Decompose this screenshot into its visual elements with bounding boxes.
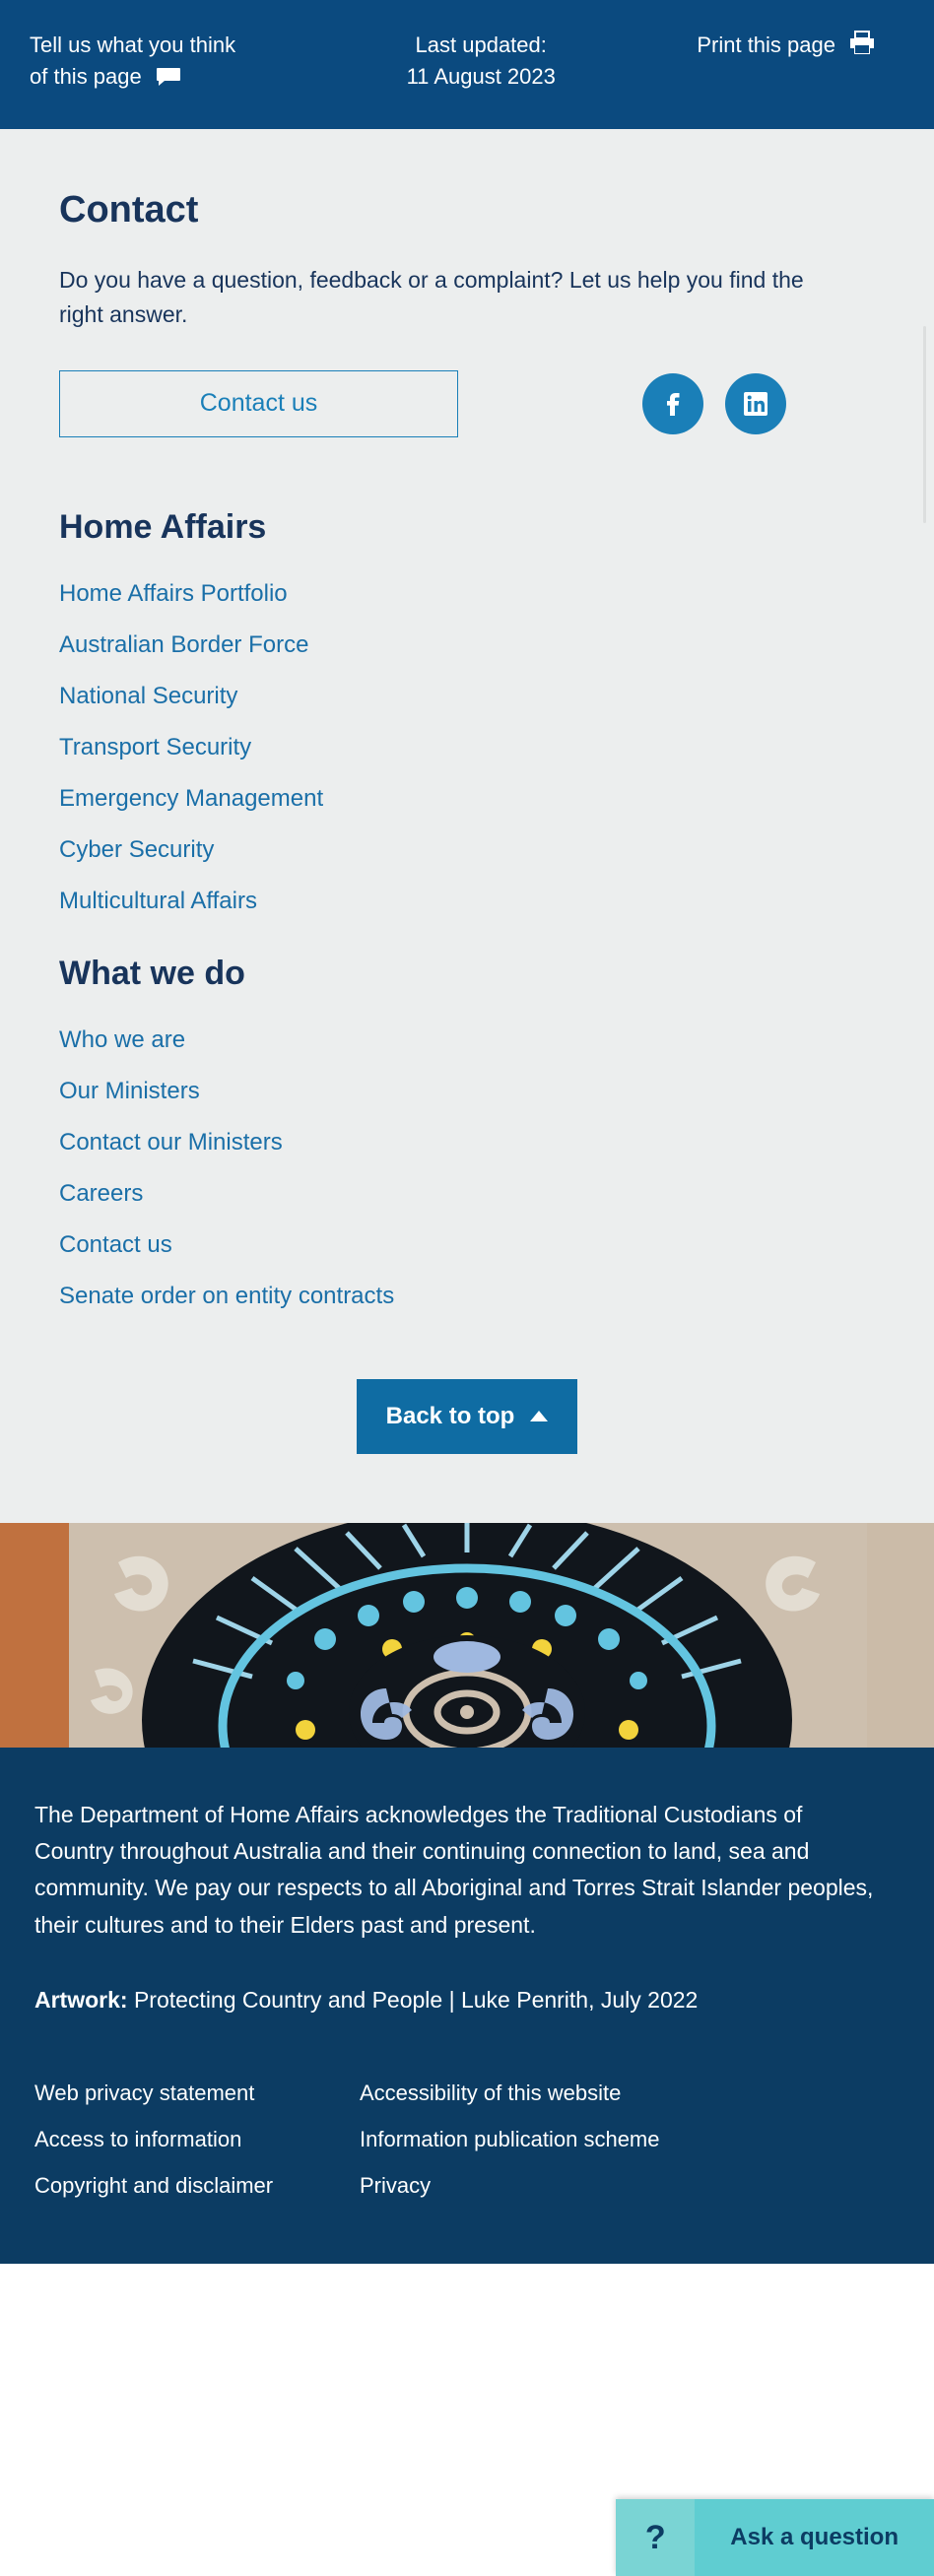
link-emergency-management[interactable]: Emergency Management <box>59 784 324 812</box>
what-we-do-heading: What we do <box>59 954 245 992</box>
list-item <box>59 722 875 773</box>
acknowledgement-text: The Department of Home Affairs acknowledges the Traditional Custodians of Country throughout Australia and their continuing connection to land, sea and community. We pay our respects to all Aboriginal and Torres Strait Islander peoples, their cultures and to their Elders past and present. <box>34 1801 874 1938</box>
list-item <box>59 1168 875 1220</box>
feedback-label-line1: Tell us what you think <box>30 33 236 57</box>
link-transport-security[interactable]: Transport Security <box>59 733 252 760</box>
artwork-graphic <box>0 1523 934 1748</box>
list-item <box>59 620 875 671</box>
link-access-to-information[interactable]: Access to information <box>34 2127 242 2152</box>
print-label: Print this page <box>697 33 835 57</box>
list-item <box>59 671 875 722</box>
feedback-label-line2: of this page <box>30 63 142 89</box>
last-updated-label: Last updated: <box>415 33 547 57</box>
link-web-privacy-statement[interactable]: Web privacy statement <box>34 2081 255 2106</box>
link-who-we-are[interactable]: Who we are <box>59 1025 186 1053</box>
social-links <box>642 373 875 434</box>
ask-a-question-widget[interactable] <box>616 2499 934 2576</box>
utility-bar <box>0 0 934 129</box>
link-information-publication-scheme[interactable]: Information publication scheme <box>360 2127 660 2152</box>
link-careers[interactable]: Careers <box>59 1179 144 1207</box>
link-our-ministers[interactable]: Our Ministers <box>59 1077 200 1104</box>
list-item <box>59 1066 875 1117</box>
printer-icon <box>849 31 875 60</box>
footer-legal-links <box>34 2074 813 2205</box>
link-senate-order-on-entity-contracts[interactable]: Senate order on entity contracts <box>59 1282 395 1309</box>
feedback-link[interactable] <box>30 30 235 96</box>
print-page-button[interactable] <box>697 30 875 60</box>
link-national-security[interactable]: National Security <box>59 682 238 709</box>
list-item <box>59 1271 875 1322</box>
last-updated <box>407 30 556 93</box>
list-item <box>59 568 875 620</box>
link-privacy[interactable]: Privacy <box>360 2173 432 2199</box>
back-to-top-label: Back to top <box>385 1402 515 1429</box>
link-australian-border-force[interactable]: Australian Border Force <box>59 630 309 658</box>
list-item <box>59 825 875 876</box>
list-item <box>59 1117 875 1168</box>
footer-content-block <box>0 129 934 1523</box>
artwork-banner <box>0 1523 934 1748</box>
link-contact-us[interactable]: Contact us <box>59 1230 172 1258</box>
list-item <box>59 1220 875 1271</box>
home-affairs-link-list <box>59 568 875 927</box>
link-cyber-security[interactable]: Cyber Security <box>59 835 215 863</box>
link-contact-our-ministers[interactable]: Contact our Ministers <box>59 1128 283 1156</box>
last-updated-date: 11 August 2023 <box>406 63 556 89</box>
contact-row <box>59 370 875 437</box>
ask-a-question-label: Ask a question <box>695 2499 934 2576</box>
question-mark-icon: ? <box>616 2499 695 2576</box>
list-item <box>59 1015 875 1066</box>
contact-us-button[interactable]: Contact us <box>59 370 458 437</box>
caret-up-icon <box>530 1411 548 1421</box>
contact-heading: Contact <box>59 189 199 231</box>
link-copyright-and-disclaimer[interactable]: Copyright and disclaimer <box>34 2173 274 2199</box>
artwork-credit <box>34 1983 875 2017</box>
link-home-affairs-portfolio[interactable]: Home Affairs Portfolio <box>59 579 288 607</box>
list-item <box>59 773 875 825</box>
list-item <box>59 876 875 927</box>
back-to-top-button[interactable] <box>357 1379 578 1454</box>
artwork-credit-value: Protecting Country and People | Luke Penrith, July 2022 <box>133 1986 699 2013</box>
back-to-top-wrapper <box>59 1379 875 1454</box>
speech-bubble-icon <box>156 64 181 96</box>
what-we-do-link-list <box>59 1015 875 1322</box>
home-affairs-heading: Home Affairs <box>59 507 267 546</box>
linkedin-icon[interactable] <box>725 373 786 434</box>
artwork-credit-label: Artwork: <box>34 1986 128 2013</box>
contact-intro-text: Do you have a question, feedback or a complaint? Let us help you find the right answer. <box>59 266 804 328</box>
link-accessibility-of-this-website[interactable]: Accessibility of this website <box>360 2081 622 2106</box>
link-multicultural-affairs[interactable]: Multicultural Affairs <box>59 887 257 914</box>
acknowledgement-block <box>0 1748 934 2265</box>
facebook-icon[interactable] <box>642 373 703 434</box>
